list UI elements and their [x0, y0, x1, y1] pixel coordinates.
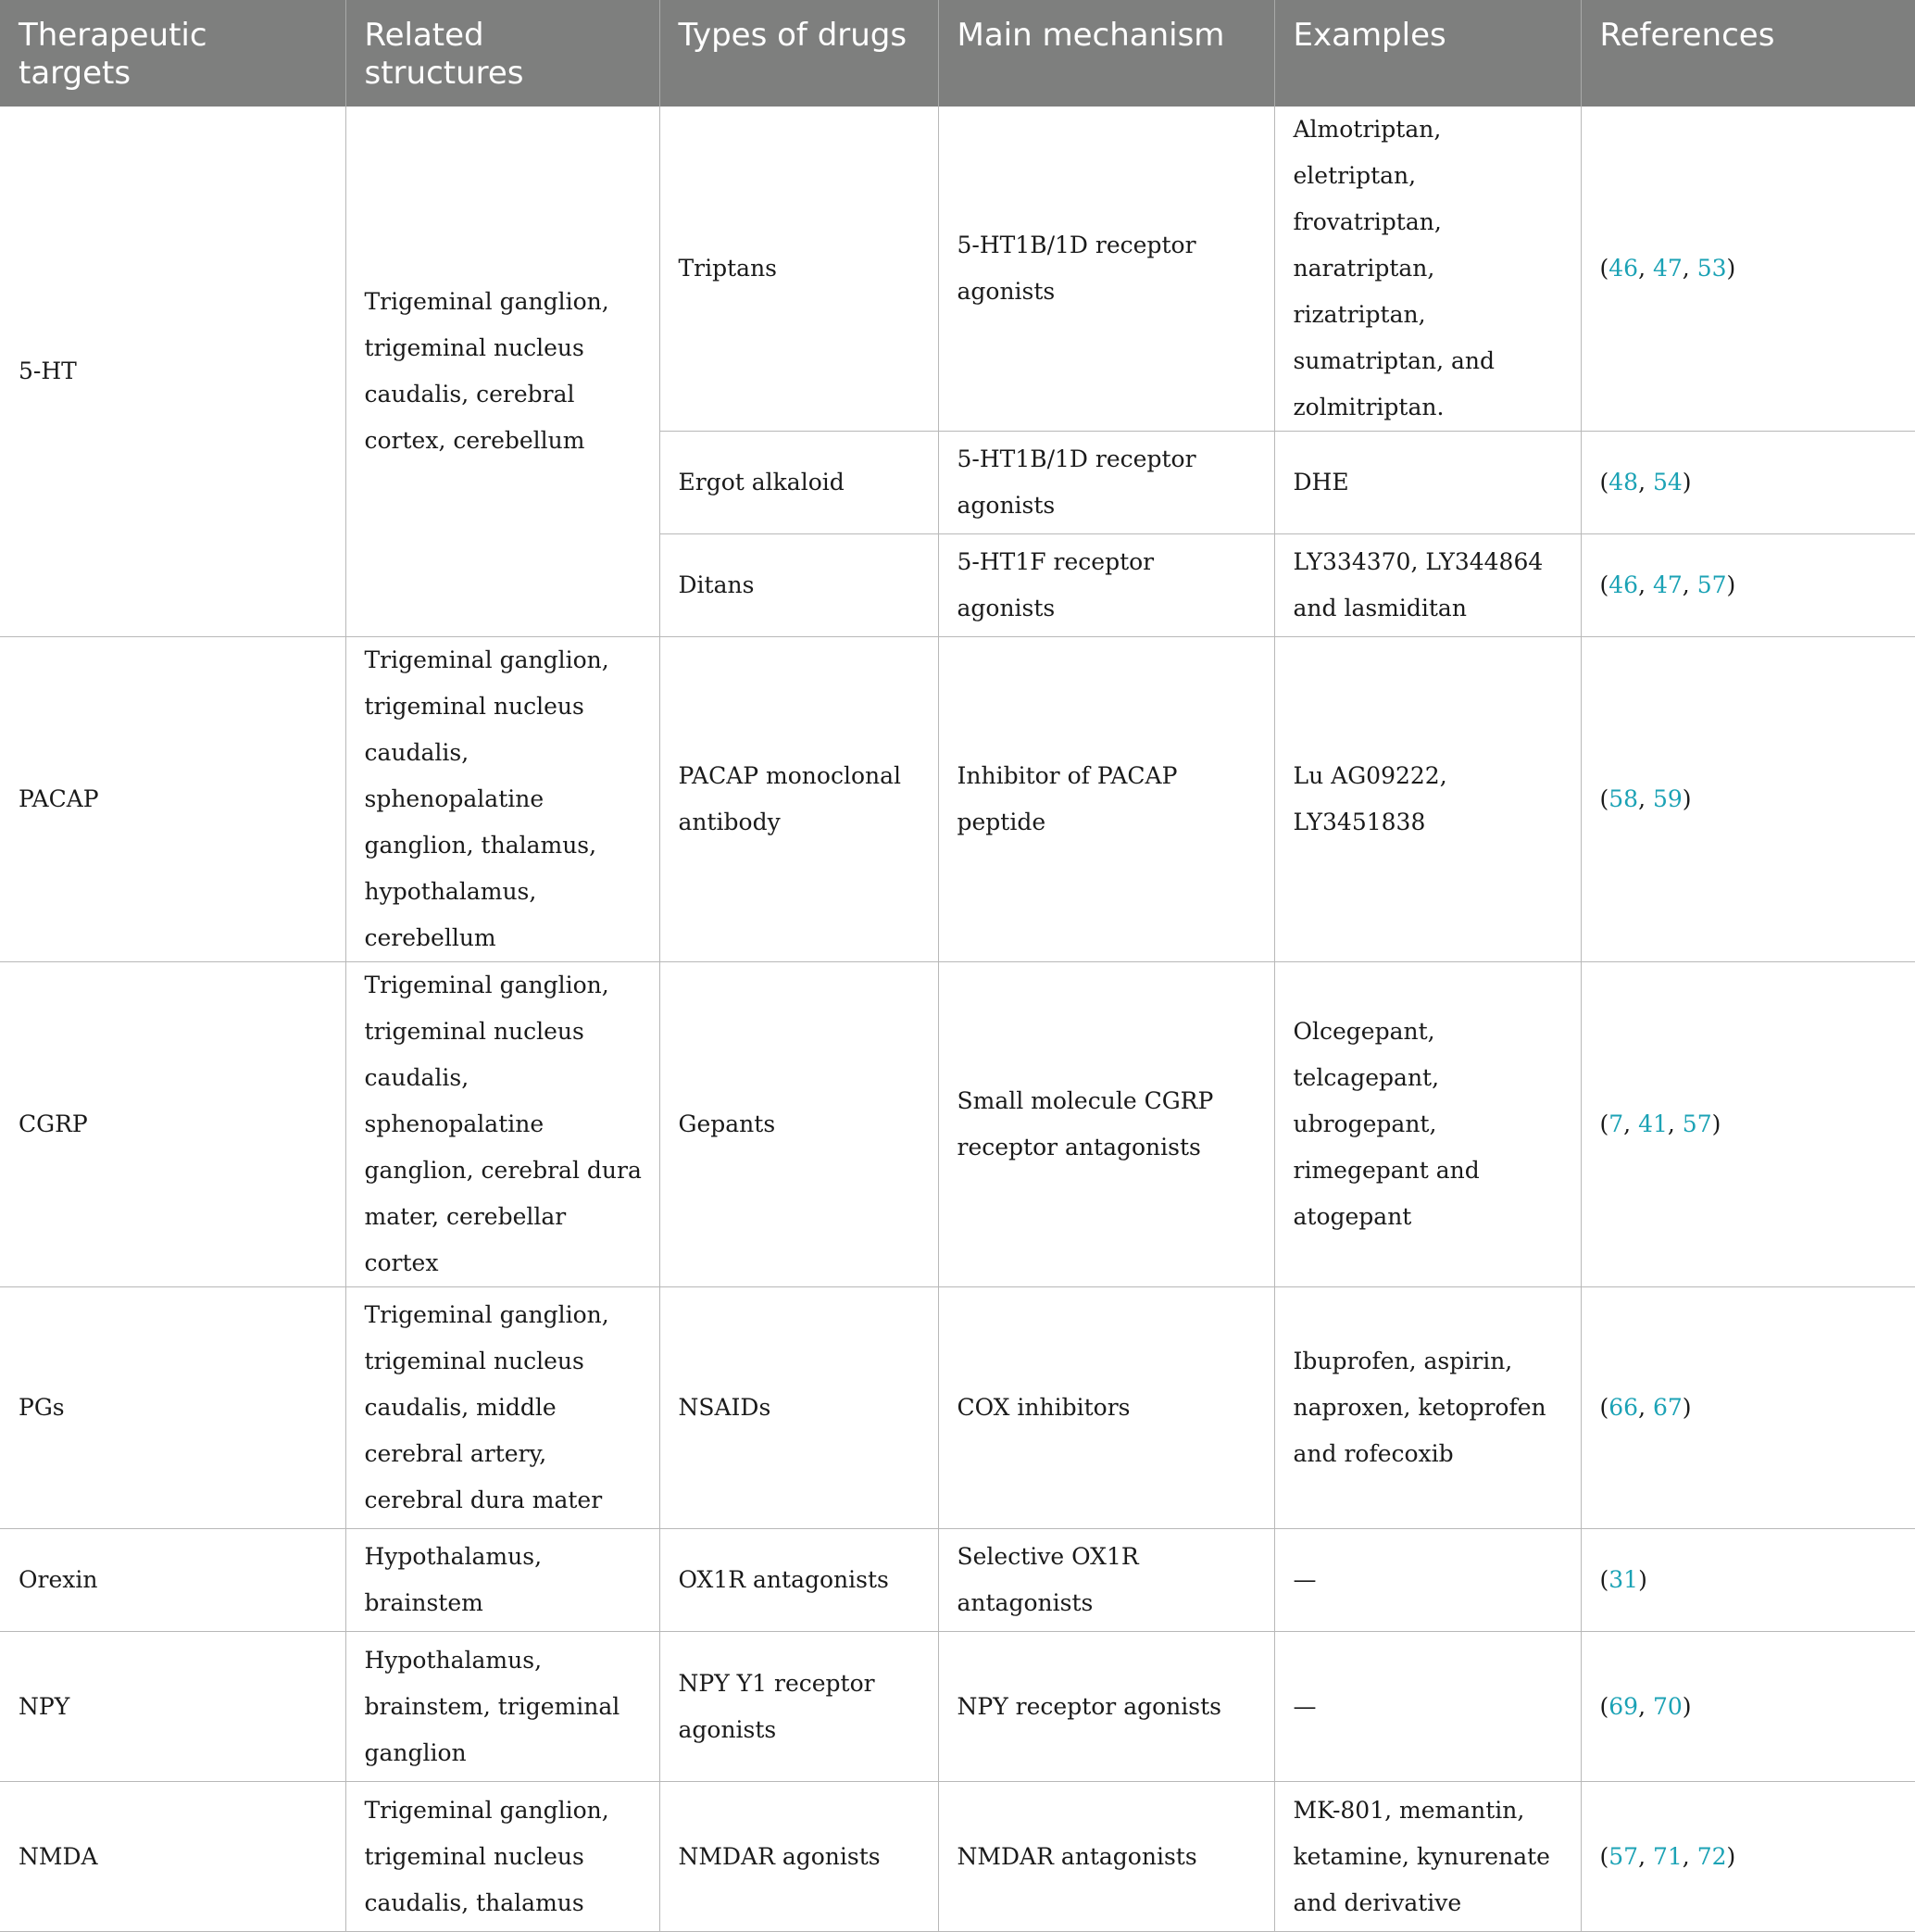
- reference-link[interactable]: 7: [1608, 1110, 1624, 1137]
- ref-separator: ,: [1638, 469, 1653, 496]
- ref-separator: ,: [1667, 1110, 1683, 1137]
- mechanism-cell: NPY receptor agonists: [938, 1632, 1274, 1782]
- examples-cell: Ibuprofen, aspirin, naproxen, ketoprofen and rofecoxib: [1274, 1287, 1581, 1529]
- reference-link[interactable]: 69: [1608, 1692, 1639, 1720]
- table-row: [0, 1287, 1915, 1529]
- examples-cell: —: [1274, 1632, 1581, 1782]
- reference-link[interactable]: 31: [1608, 1566, 1639, 1593]
- drug-type-cell: NPY Y1 receptor agonists: [659, 1632, 938, 1782]
- target-cell: PGs: [0, 1287, 345, 1529]
- reference-link[interactable]: 57: [1682, 1110, 1712, 1137]
- ref-close-paren: ): [1682, 1394, 1692, 1421]
- references-cell: [1581, 962, 1915, 1287]
- ref-close-paren: ): [1711, 1110, 1721, 1137]
- table-row: [0, 637, 1915, 962]
- mechanism-cell: NMDAR antagonists: [938, 1782, 1274, 1932]
- header-types-of-drugs: Types of drugs: [659, 0, 938, 107]
- references-cell: [1581, 1782, 1915, 1932]
- target-cell: PACAP: [0, 637, 345, 962]
- ref-close-paren: ): [1726, 571, 1736, 598]
- reference-link[interactable]: 48: [1608, 469, 1639, 496]
- drug-type-cell: PACAP monoclonal antibody: [659, 637, 938, 962]
- drug-type-cell: Triptans: [659, 107, 938, 432]
- ref-close-paren: ): [1682, 785, 1692, 812]
- mechanism-cell: Inhibitor of PACAP peptide: [938, 637, 1274, 962]
- ref-open-paren: (: [1599, 1692, 1609, 1720]
- ref-open-paren: (: [1599, 469, 1609, 496]
- ref-close-paren: ): [1682, 469, 1692, 496]
- mechanism-cell: Selective OX1R antagonists: [938, 1529, 1274, 1632]
- reference-link[interactable]: 57: [1696, 571, 1727, 598]
- reference-link[interactable]: 46: [1608, 571, 1639, 598]
- ref-open-paren: (: [1599, 571, 1609, 598]
- drug-type-cell: Ergot alkaloid: [659, 432, 938, 534]
- header-related-structures: Related structures: [345, 0, 659, 107]
- structures-cell: Hypothalamus, brainstem, trigeminal ganglion: [345, 1632, 659, 1782]
- references-cell: [1581, 1287, 1915, 1529]
- reference-link[interactable]: 46: [1608, 255, 1639, 282]
- reference-link[interactable]: 47: [1652, 255, 1683, 282]
- target-cell: NMDA: [0, 1782, 345, 1932]
- examples-cell: LY334370, LY344864 and lasmiditan: [1274, 534, 1581, 637]
- target-cell: NPY: [0, 1632, 345, 1782]
- ref-open-paren: (: [1599, 785, 1609, 812]
- drug-type-cell: Gepants: [659, 962, 938, 1287]
- structures-cell: Trigeminal ganglion, trigeminal nucleus caudalis, cerebral cortex, cerebellum: [345, 107, 659, 637]
- ref-separator: ,: [1638, 1394, 1653, 1421]
- structures-cell: Trigeminal ganglion, trigeminal nucleus caudalis, thalamus: [345, 1782, 659, 1932]
- examples-cell: —: [1274, 1529, 1581, 1632]
- ref-separator: ,: [1638, 1692, 1653, 1720]
- reference-link[interactable]: 59: [1652, 785, 1683, 812]
- ref-separator: ,: [1638, 255, 1653, 282]
- ref-open-paren: (: [1599, 255, 1609, 282]
- table-row: [0, 1632, 1915, 1782]
- ref-separator: ,: [1682, 255, 1697, 282]
- references-cell: [1581, 637, 1915, 962]
- reference-link[interactable]: 41: [1638, 1110, 1668, 1137]
- reference-link[interactable]: 66: [1608, 1394, 1639, 1421]
- ref-open-paren: (: [1599, 1110, 1609, 1137]
- reference-link[interactable]: 71: [1652, 1842, 1683, 1870]
- reference-link[interactable]: 53: [1696, 255, 1727, 282]
- ref-close-paren: ): [1726, 255, 1736, 282]
- mechanism-cell: 5-HT1B/1D receptor agonists: [938, 432, 1274, 534]
- drug-type-cell: NSAIDs: [659, 1287, 938, 1529]
- mechanism-cell: Small molecule CGRP receptor antagonists: [938, 962, 1274, 1287]
- ref-separator: ,: [1638, 1842, 1653, 1870]
- reference-link[interactable]: 70: [1652, 1692, 1683, 1720]
- drug-type-cell: Ditans: [659, 534, 938, 637]
- reference-link[interactable]: 67: [1652, 1394, 1683, 1421]
- examples-cell: DHE: [1274, 432, 1581, 534]
- references-cell: [1581, 1529, 1915, 1632]
- ref-close-paren: ): [1726, 1842, 1736, 1870]
- ref-close-paren: ): [1682, 1692, 1692, 1720]
- reference-link[interactable]: 57: [1608, 1842, 1639, 1870]
- ref-separator: ,: [1682, 571, 1697, 598]
- examples-cell: Lu AG09222, LY3451838: [1274, 637, 1581, 962]
- mechanism-cell: 5-HT1B/1D receptor agonists: [938, 107, 1274, 432]
- target-cell: Orexin: [0, 1529, 345, 1632]
- target-cell: 5-HT: [0, 107, 345, 637]
- reference-link[interactable]: 58: [1608, 785, 1639, 812]
- header-references: References: [1581, 0, 1915, 107]
- header-row: [0, 0, 1915, 107]
- references-cell: [1581, 107, 1915, 432]
- structures-cell: Trigeminal ganglion, trigeminal nucleus caudalis, middle cerebral artery, cerebral dura mater: [345, 1287, 659, 1529]
- ref-open-paren: (: [1599, 1842, 1609, 1870]
- references-cell: [1581, 432, 1915, 534]
- table-row: [0, 1782, 1915, 1932]
- header-main-mechanism: Main mechanism: [938, 0, 1274, 107]
- drug-type-cell: OX1R antagonists: [659, 1529, 938, 1632]
- ref-open-paren: (: [1599, 1566, 1609, 1593]
- drug-type-cell: NMDAR agonists: [659, 1782, 938, 1932]
- structures-cell: Trigeminal ganglion, trigeminal nucleus caudalis, sphenopalatine ganglion, cerebral dura mater, cerebellar cortex: [345, 962, 659, 1287]
- table-row: [0, 962, 1915, 1287]
- header-examples: Examples: [1274, 0, 1581, 107]
- reference-link[interactable]: 54: [1652, 469, 1683, 496]
- ref-open-paren: (: [1599, 1394, 1609, 1421]
- structures-cell: Trigeminal ganglion, trigeminal nucleus caudalis, sphenopalatine ganglion, thalamus, hypothalamus, cerebellum: [345, 637, 659, 962]
- ref-close-paren: ): [1638, 1566, 1647, 1593]
- examples-cell: MK-801, memantin, ketamine, kynurenate and derivative: [1274, 1782, 1581, 1932]
- references-cell: [1581, 1632, 1915, 1782]
- structures-cell: Hypothalamus, brainstem: [345, 1529, 659, 1632]
- examples-cell: Olcegepant, telcagepant, ubrogepant, rimegepant and atogepant: [1274, 962, 1581, 1287]
- reference-link[interactable]: 47: [1652, 571, 1683, 598]
- examples-cell: Almotriptan, eletriptan, frovatriptan, naratriptan, rizatriptan, sumatriptan, and zolmitriptan.: [1274, 107, 1581, 432]
- ref-separator: ,: [1682, 1842, 1697, 1870]
- ref-separator: ,: [1623, 1110, 1639, 1137]
- table-row: [0, 107, 1915, 432]
- references-cell: [1581, 534, 1915, 637]
- table-row: [0, 1529, 1915, 1632]
- header-therapeutic-targets: Therapeutic targets: [0, 0, 345, 107]
- mechanism-cell: 5-HT1F receptor agonists: [938, 534, 1274, 637]
- target-cell: CGRP: [0, 962, 345, 1287]
- ref-separator: ,: [1638, 785, 1653, 812]
- reference-link[interactable]: 72: [1696, 1842, 1727, 1870]
- mechanism-cell: COX inhibitors: [938, 1287, 1274, 1529]
- ref-separator: ,: [1638, 571, 1653, 598]
